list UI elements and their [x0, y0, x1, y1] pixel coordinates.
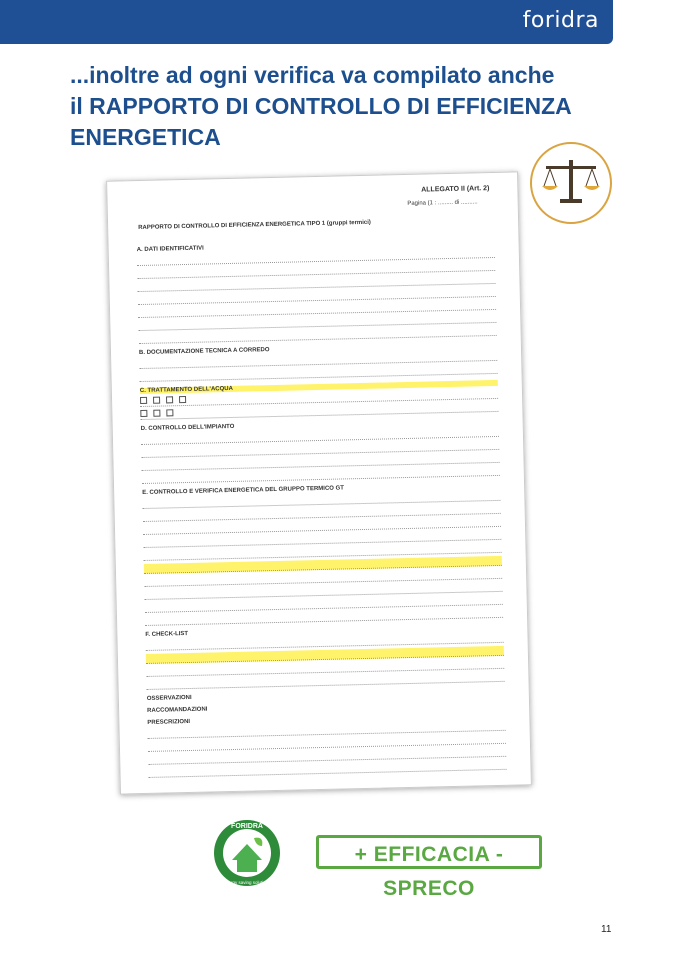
- page-field: Pagina (1 : ......... di ..........: [407, 199, 478, 207]
- slogan-banner: + EFFICACIA - SPRECO: [316, 835, 542, 869]
- section-e: E. CONTROLLO E VERIFICA ENERGETICA DEL GRUPPO TERMICO GT: [142, 485, 344, 497]
- form-body: [136, 233, 506, 781]
- energy-efficiency-report-form: [106, 171, 532, 794]
- allegato-label: ALLEGATO II (Art. 2): [421, 185, 490, 194]
- observations-label: OSSERVAZIONI: [146, 694, 192, 702]
- badge-bottom-text: energy saving solutions: [223, 880, 271, 885]
- balance-scale-icon: [530, 142, 612, 224]
- headline-line-3: ENERGETICA: [70, 124, 221, 150]
- section-a: A. DATI IDENTIFICATIVI: [136, 245, 204, 254]
- page-headline: [70, 60, 630, 153]
- badge-top-text: FORIDRA: [231, 823, 263, 830]
- foridra-badge-logo: [212, 818, 282, 888]
- page-number: 11: [601, 924, 612, 935]
- headline-line-1: ...inoltre ad ogni verifica va compilato anche: [70, 62, 555, 88]
- brand-logo: foridra: [522, 8, 599, 33]
- headline-line-2: il RAPPORTO DI CONTROLLO DI EFFICIENZA: [70, 93, 572, 119]
- section-b: B. DOCUMENTAZIONE TECNICA A CORREDO: [138, 347, 270, 357]
- section-c: C. TRATTAMENTO DELL'ACQUA: [140, 380, 498, 394]
- recommendations-label: RACCOMANDAZIONI: [147, 706, 208, 714]
- top-banner: [0, 0, 613, 44]
- prescriptions-label: PRESCRIZIONI: [147, 718, 191, 726]
- form-title: RAPPORTO DI CONTROLLO DI EFFICIENZA ENERGETICA TIPO 1 (gruppi termici): [138, 219, 371, 232]
- section-f: F. CHECK-LIST: [145, 631, 189, 638]
- section-d: D. CONTROLLO DELL'IMPIANTO: [140, 423, 235, 433]
